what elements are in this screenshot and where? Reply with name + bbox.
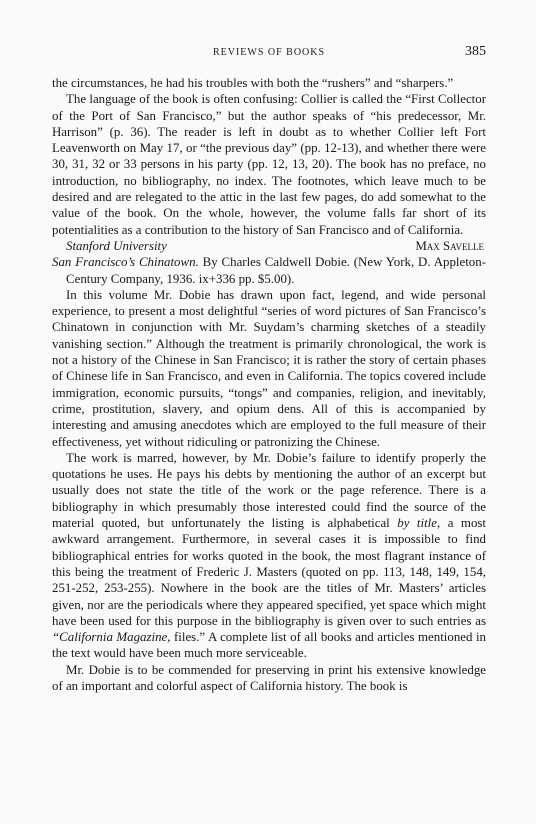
reviewer-affiliation: Stanford University — [66, 238, 167, 253]
text-run: The work is marred, however, by Mr. Dobie’s failure to identify properly the quotations he uses. He pays his debts by mentioning the author of an excerpt but usually does not state the title of the work or the page reference. There is a bibliography in which presumably those interested could find the source of the material quoted, but unfortunately the listing is alphabetical — [52, 450, 486, 531]
emphasis-magazine-title: “California Magazine, — [52, 630, 171, 645]
page-number: 385 — [465, 44, 486, 59]
running-head: REVIEWS OF BOOKS — [212, 47, 326, 58]
text-run: a most awkward arrangement. Furthermore, in several cases it is impossible to find bibliographical entries for works quoted in the book, the most flagrant instance of this being the treatment of Frederic J. Masters (quoted on pp. 113, 148, 149, 154, 251-252, 253-255). Nowhere in the book are the titles of Mr. Masters’ articles given, nor are the periodicals where they appeared specified, yet space which might have been used for this purpose in the bibliography is given over to such entries as — [52, 516, 486, 628]
review2-paragraph-2 — [52, 450, 486, 662]
review1-paragraph-2: The language of the book is often confusing: Collier is called the “First Collector of the Port of San Francisco,” but the author speaks of “his predecessor, Mr. Harrison” (p. 36). The reader is left in doubt as to whether Collier left Fort Leavenworth on May 17, or “the previous day” (pp. 12-13), and whether there were 30, 31, 32 or 33 persons in his party (pp. 12, 13, 20). The book has no preface, no introduction, no bibliography, no index. The footnotes, which leave much to be desired and are relegated to the attic in the last few pages, do add somewhat to the value of the book. On the whole, however, the volume falls far short of its potentialities as a contribution to the history of San Francisco and of California. — [52, 92, 486, 237]
page-header — [52, 44, 486, 64]
book-title: San Francisco’s Chinatown. — [52, 255, 199, 270]
emphasis-by-title: by title, — [397, 516, 441, 531]
book-citation-details: By Charles Caldwell Dobie. (New York, D. Appleton-Century Company, 1936. ix+336 pp. $5.00). — [66, 255, 486, 286]
reviewer-name: Max Savelle — [415, 238, 484, 253]
review1-signature — [52, 238, 486, 254]
page-body — [52, 75, 486, 694]
review2-citation — [52, 254, 486, 287]
text-run: files.” A complete list of all books and articles mentioned in the text would have been much more serviceable. — [52, 630, 486, 661]
review2-paragraph-3: Mr. Dobie is to be commended for preserving in print his extensive knowledge of an important and colorful aspect of California history. The book is — [52, 662, 486, 693]
review1-paragraph-1: the circumstances, he had his troubles with both the “rushers” and “sharpers.” — [52, 76, 454, 90]
review2-paragraph-1: In this volume Mr. Dobie has drawn upon fact, legend, and wide personal experience, to present a most delightful “series of word pictures of San Francisco’s Chinatown in conjunction with Mr. Suydam’s charming sketches of a steadily vanishing section.” Although the treatment is primarily chronological, the work is not a history of the Chinese in San Francisco; it is rather the story of certain phases of Chinese life in San Francisco, and even in California. The topics covered include immigration, economic pursuits, “tongs” and companies, religion, and inevitably, crime, prostitution, slavery, and opium dens. All of this is accompanied by interesting and amusing anecdotes which are employed to the full measure of their effectiveness, yet without ridiculing or patronizing the Chinese. — [52, 287, 486, 449]
